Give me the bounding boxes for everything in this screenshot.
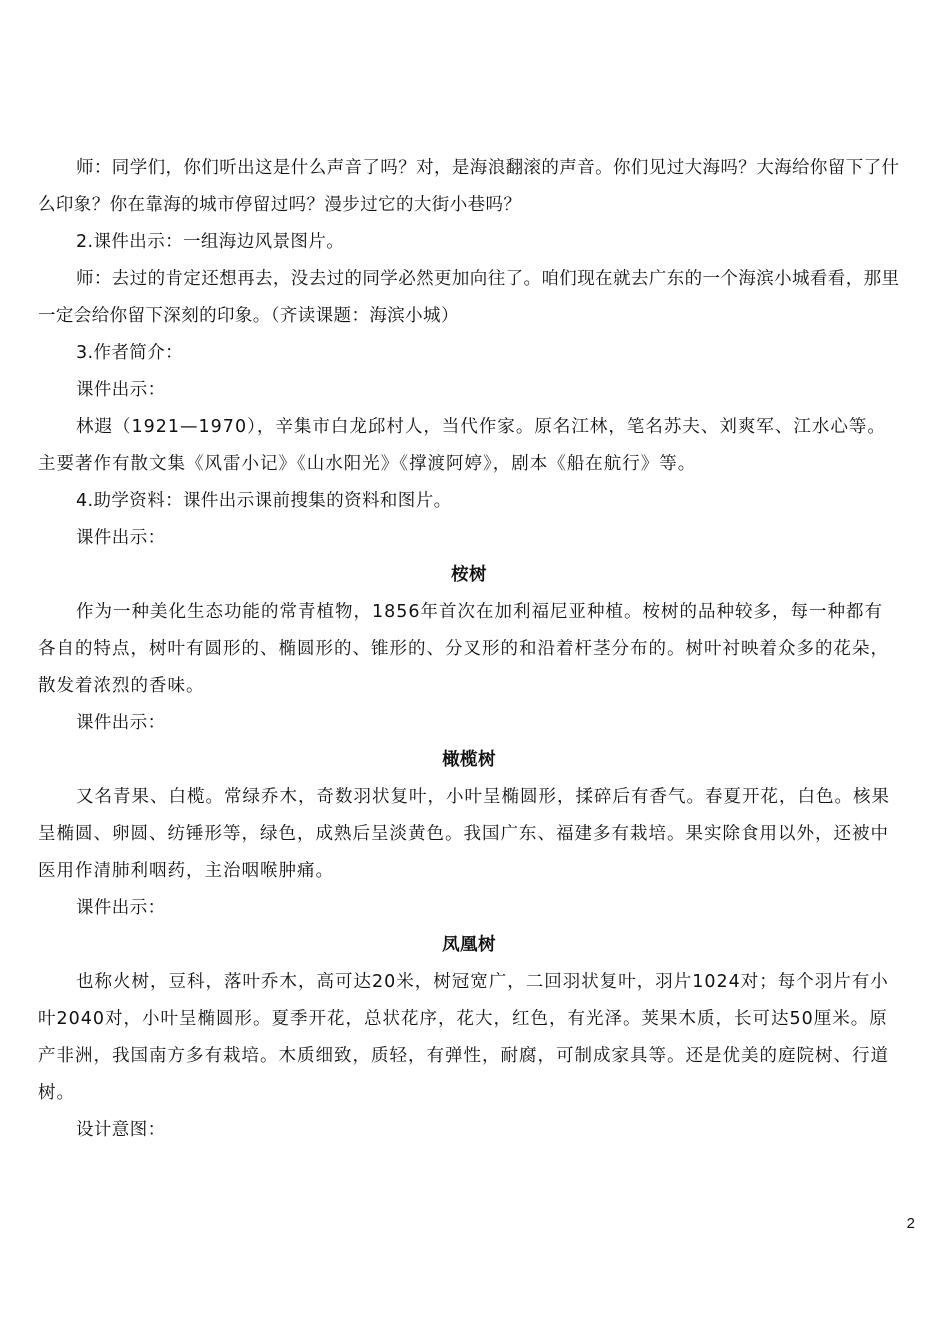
paragraph-step-2: 2.课件出示：一组海边风景图片。 [76, 232, 345, 252]
paragraph-design-intent: 设计意图： [76, 1120, 166, 1140]
paragraph-olive: 又名青果、白榄。常绿乔木，奇数羽状复叶，小叶呈椭圆形，揉碎后有香气。春夏开花，白色。核果呈椭圆、卵圆、纺锤形等，绿色，成熟后呈淡黄色。我国广东、福建多有栽培。果实除食用以外，还被中医用作清肺利咽药，主治咽喉肿痛。 [38, 787, 890, 881]
paragraph-courseware-2: 课件出示： [76, 528, 166, 548]
paragraph-flame-tree: 也称火树，豆科，落叶乔木，高可达20米，树冠宽广，二回羽状复叶，羽片1024对；每个羽片有小叶2040对，小叶呈椭圆形。夏季开花，总状花序，花大，红色，有光泽。荚果木质，长可达50厘米。原产非洲，我国南方多有栽培。木质细致，质轻，有弹性，耐腐，可制成家具等。还是优美的庭院树、行道树。 [38, 972, 889, 1103]
heading-flame-tree: 凤凰树 [442, 935, 496, 955]
page-number: 2 [906, 1215, 915, 1232]
paragraph-teacher-intro: 师：同学们，你们听出这是什么声音了吗？对，是海浪翻滚的声音。你们见过大海吗？大海给你留下了什么印象？你在靠海的城市停留过吗？漫步过它的大街小巷吗？ [38, 158, 900, 215]
paragraph-courseware-3: 课件出示： [76, 713, 166, 733]
paragraph-step-4: 4.助学资料：课件出示课前搜集的资料和图片。 [76, 491, 452, 511]
paragraph-step-3: 3.作者简介： [76, 343, 183, 363]
heading-olive: 橄榄树 [442, 750, 496, 770]
heading-eucalyptus: 桉树 [451, 565, 487, 585]
paragraph-teacher-guide: 师：去过的肯定还想再去，没去过的同学必然更加向往了。咱们现在就去广东的一个海滨小城看看，那里一定会给你留下深刻的印象。（齐读课题：海滨小城） [38, 269, 900, 326]
document-body [38, 150, 900, 1149]
paragraph-author-bio: 林遐（1921—1970），辛集市白龙邱村人，当代作家。原名江林，笔名苏夫、刘爽军、江水心等。主要著作有散文集《风雷小记》《山水阳光》《撑渡阿婷》，剧本《船在航行》等。 [38, 417, 886, 474]
paragraph-courseware-4: 课件出示： [76, 898, 166, 918]
paragraph-eucalyptus: 作为一种美化生态功能的常青植物，1856年首次在加利福尼亚种植。桉树的品种较多，每一种都有各自的特点，树叶有圆形的、椭圆形的、锥形的、分叉形的和沿着杆茎分布的。树叶衬映着众多的花朵，散发着浓烈的香味。 [38, 602, 889, 696]
paragraph-courseware-1: 课件出示： [76, 380, 166, 400]
